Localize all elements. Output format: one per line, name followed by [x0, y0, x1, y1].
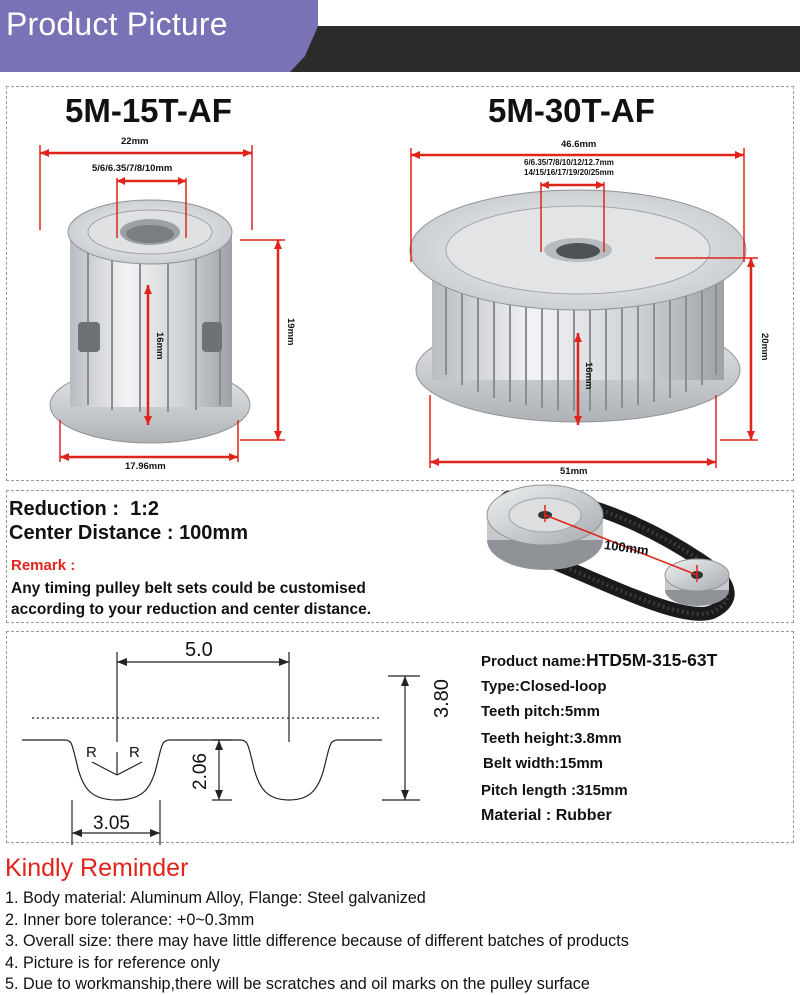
reminder-item: 4. Picture is for reference only	[5, 953, 221, 972]
page-title: Product Picture	[6, 6, 228, 42]
large-pulley-title: 5M-30T-AF	[488, 92, 655, 129]
large-base-label: 51mm	[560, 466, 588, 477]
reminder-title: Kindly Reminder	[5, 854, 189, 882]
belt-pitch: Teeth pitch:5mm	[481, 703, 600, 720]
small-base-label: 17.96mm	[125, 461, 166, 472]
belt-width: Belt width:15mm	[483, 755, 604, 772]
small-width-label: 22mm	[121, 136, 149, 147]
reduction-value: 1:2	[130, 498, 160, 520]
tooth-height-dim-label: 2.06	[190, 753, 211, 790]
small-body-label: 16mm	[154, 332, 165, 360]
tooth-width-dim-label: 3.05	[93, 813, 130, 834]
center-distance-label: Center Distance :	[9, 522, 174, 544]
reminder-item: 1. Body material: Aluminum Alloy, Flange: Steel galvanized	[5, 889, 426, 907]
pitch-dim-label: 5.0	[185, 639, 213, 661]
reminder-list	[5, 888, 629, 995]
reminder-item: 2. Inner bore tolerance: +0~0.3mm	[5, 910, 255, 929]
reduction-label: Reduction :	[9, 498, 119, 520]
belt-height: Teeth height:3.8mm	[481, 730, 622, 747]
product-name-value: HTD5M-315-63T	[586, 650, 718, 670]
reminder-item: 3. Overall size: there may have little difference because of different batches of products	[5, 932, 629, 950]
belt-type: Type:Closed-loop	[481, 678, 607, 695]
large-bore-label-2: 14/15/16/17/19/20/25mm	[524, 168, 614, 177]
product-name-label: Product name:	[481, 653, 587, 670]
product-name-line	[481, 650, 717, 671]
height-total-dim-label: 3.80	[431, 679, 453, 718]
radius-right-label: R	[129, 744, 140, 761]
large-width-label: 46.6mm	[561, 139, 597, 150]
small-height-label: 19mm	[285, 318, 296, 346]
reminder-item: 5. Due to workmanship,there will be scratches and oil marks on the pulley surface	[5, 975, 590, 993]
belt-length: Pitch length :315mm	[481, 782, 628, 799]
center-distance-value: 100mm	[179, 522, 248, 544]
belt-material: Material : Rubber	[481, 807, 612, 824]
belt-center-distance-label: 100mm	[603, 536, 650, 559]
large-height-label: 20mm	[759, 333, 770, 361]
remark-text: Any timing pulley belt sets could be customised according to your reduction and center distance.	[11, 580, 372, 618]
large-bore-label-1: 6/6.35/7/8/10/12/12.7mm	[524, 158, 614, 167]
large-body-label: 16mm	[583, 362, 594, 390]
small-pulley-title: 5M-15T-AF	[65, 92, 232, 129]
small-bore-label: 5/6/6.35/7/8/10mm	[92, 163, 173, 174]
radius-left-label: R	[86, 744, 97, 761]
remark-label: Remark :	[11, 557, 76, 574]
